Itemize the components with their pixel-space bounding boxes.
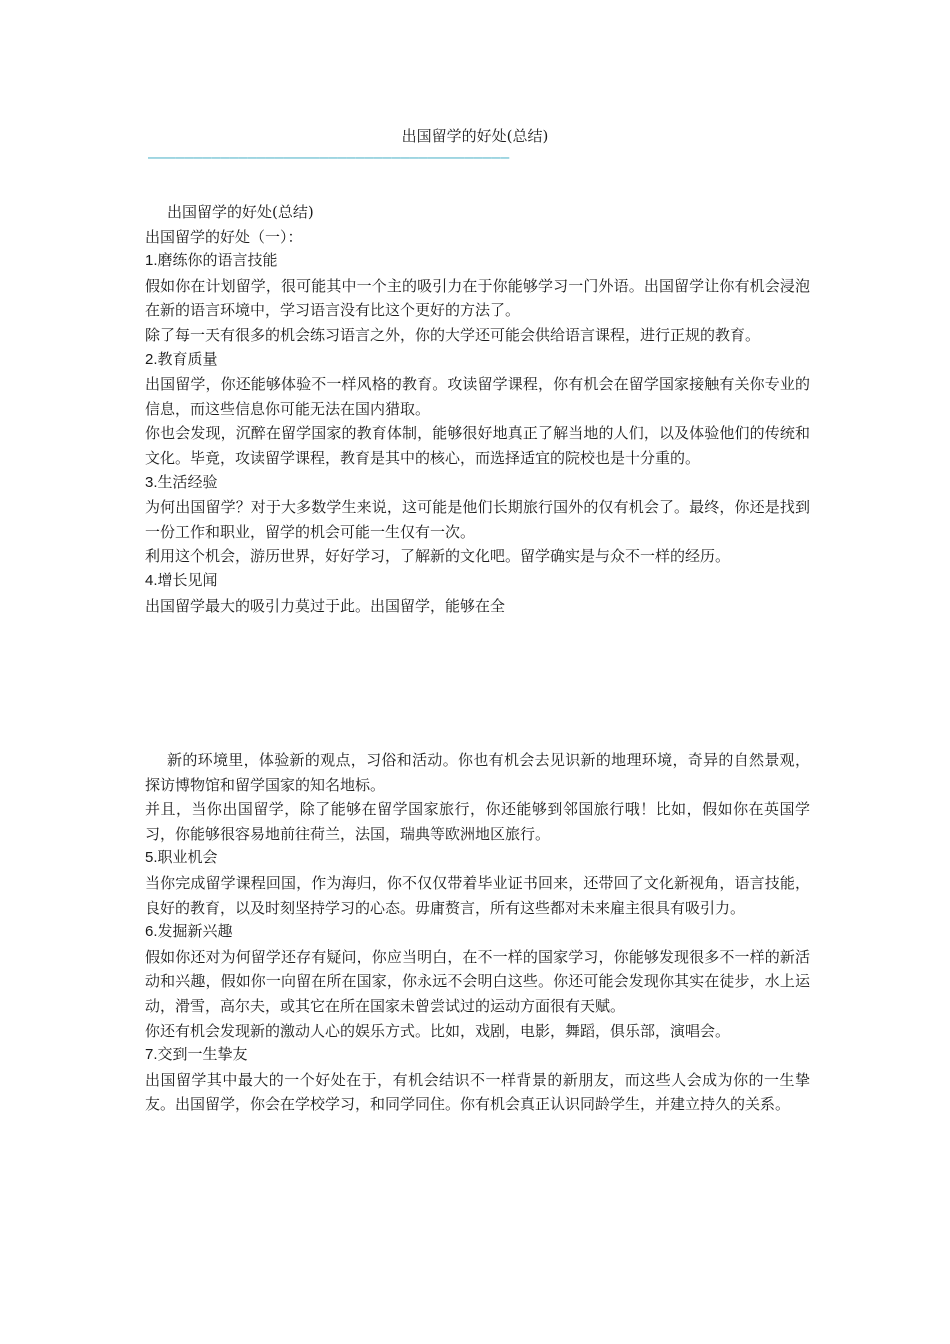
paragraph: 你也会发现，沉醉在留学国家的教育体制，能够很好地真正了解当地的人们，以及体验他们的传统和文化。毕竟，攻读留学课程，教育是其中的核心，而选择适宜的院校也是十分重的。 bbox=[145, 424, 810, 467]
content-block-bottom bbox=[145, 748, 810, 1117]
section-heading-4: 4.增长见闻 bbox=[145, 571, 218, 589]
section-heading-3: 3.生活经验 bbox=[145, 473, 218, 491]
paragraph: 当你完成留学课程回国，作为海归，你不仅仅带着毕业证书回来，还带回了文化新视角，语言技能，良好的教育，以及时刻坚持学习的心态。毋庸赘言，所有这些都对未来雇主很具有吸引力。 bbox=[145, 873, 810, 917]
intro-subtitle: 出国留学的好处（一）： bbox=[145, 227, 303, 246]
paragraph: 为何出国留学？对于大多数学生来说，这可能是他们长期旅行国外的仅有机会了。最终，你还是找到一份工作和职业，留学的机会可能一生仅有一次。 bbox=[145, 498, 810, 541]
paragraph: 除了每一天有很多的机会练习语言之外，你的大学还可能会供给语言课程，进行正规的教育。 bbox=[145, 325, 761, 344]
paragraph: 假如你在计划留学，很可能其中一个主的吸引力在于你能够学习一门外语。出国留学让你有机会浸泡在新的语言环境中，学习语言没有比这个更好的方法了。 bbox=[145, 276, 810, 320]
paragraph: 出国留学，你还能够体验不一样风格的教育。攻读留学课程，你有机会在留学国家接触有关你专业的信息，而这些信息你可能无法在国内猎取。 bbox=[145, 375, 810, 418]
paragraph: 出国留学其中最大的一个好处在于，有机会结识不一样背景的新朋友，而这些人会成为你的一生挚友。出国留学，你会在学校学习，和同学同住。你有机会真正认识同龄学生，并建立持久的关系。 bbox=[145, 1070, 810, 1114]
intro-title: 出国留学的好处(总结) bbox=[167, 203, 314, 221]
paragraph: 利用这个机会，游历世界，好好学习，了解新的文化吧。留学确实是与众不一样的经历。 bbox=[145, 547, 731, 566]
section-heading-2: 2.教育质量 bbox=[145, 350, 218, 368]
paragraph: 并且，当你出国留学，除了能够在留学国家旅行，你还能够到邻国旅行哦！比如，假如你在英国学习，你能够很容易地前往荷兰，法国，瑞典等欧洲地区旅行。 bbox=[145, 800, 810, 843]
section-heading-7: 7.交到一生挚友 bbox=[145, 1046, 248, 1064]
title-divider: ———————————————————————————————————————— bbox=[148, 150, 510, 164]
section-heading-6: 6.发掘新兴趣 bbox=[145, 923, 233, 941]
content-block-top bbox=[145, 200, 810, 618]
paragraph: 出国留学最大的吸引力莫过于此。出国留学，能够在全 bbox=[145, 596, 506, 615]
section-heading-1: 1.磨练你的语言技能 bbox=[145, 252, 278, 270]
paragraph: 新的环境里，体验新的观点，习俗和活动。你也有机会去见识新的地理环境，奇异的自然景观，探访博物馆和留学国家的知名地标。 bbox=[145, 751, 810, 794]
paragraph: 你还有机会发现新的激动人心的娱乐方式。比如，戏剧，电影，舞蹈，俱乐部，演唱会。 bbox=[145, 1021, 731, 1040]
section-heading-5: 5.职业机会 bbox=[145, 849, 218, 867]
document-title: 出国留学的好处(总结) bbox=[401, 127, 549, 145]
paragraph: 假如你还对为何留学还存有疑问，你应当明白，在不一样的国家学习，你能够发现很多不一样的新活动和兴趣，假如你一向留在所在国家，你永远不会明白这些。你还可能会发现你其实在徒步，水上运动，滑雪，高尔夫，或其它在所在国家未曾尝试过的运动方面很有天赋。 bbox=[145, 947, 810, 1015]
